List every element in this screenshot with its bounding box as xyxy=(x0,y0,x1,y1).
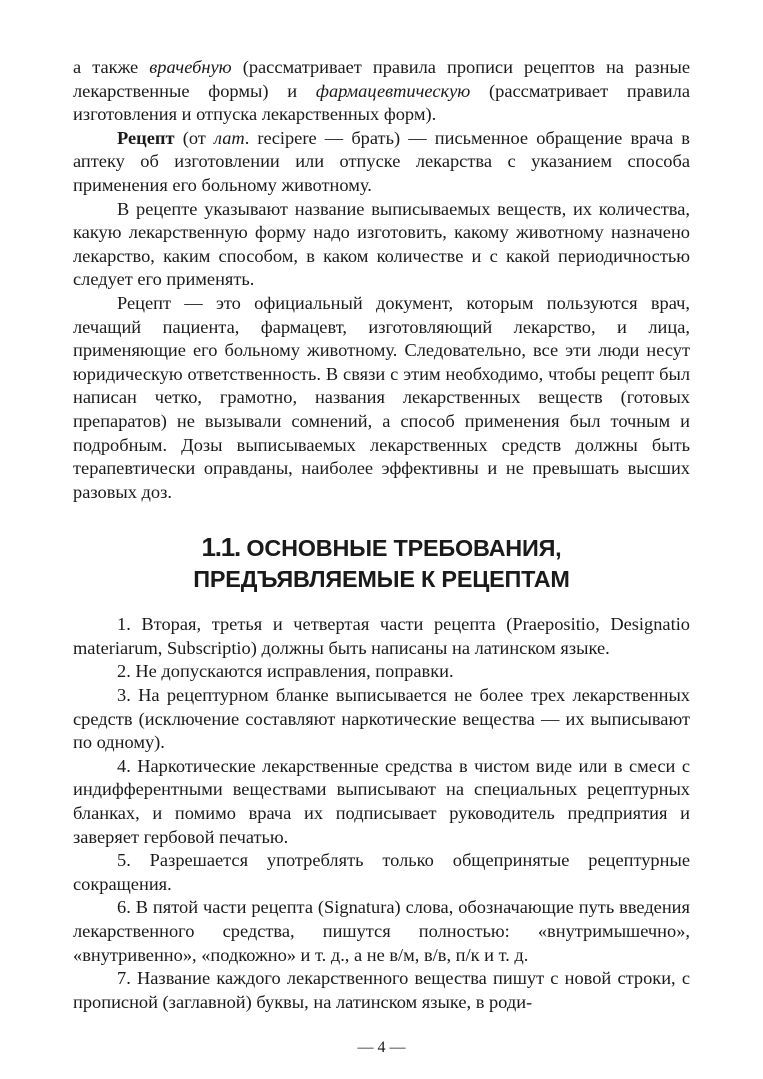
text-run: а также xyxy=(73,57,150,77)
requirement-item-1: 1. Вторая, третья и четвертая части рецепта (Praepositio, Designatio materiarum, Subscriptio) должны быть написаны на латинском языке. xyxy=(73,614,690,658)
paragraph-recipe-document: Рецепт — это официальный документ, которым пользуются врач, лечащий пациента, фармацевт, изготовляющий лекарство, и лица, применяющие его больному животному. Следовательно, все эти люди несут юридическую ответственность. В связи с этим необходимо, чтобы рецепт был написан четко, грамотно, названия лекарственных веществ (готовых препаратов) не вызывали сомнений, а способ применения был точным и подробным. Дозы выписываемых лекарственных средств должны быть терапевтически оправданы, наиболее эффективны и не превышать высших разовых доз. xyxy=(73,292,690,502)
requirement-item-6: 6. В пятой части рецепта (Signatura) слова, обозначающие путь введения лекарственного средства, пишутся полностью: «внутримышечно», «внутривенно», «подкожно» и т. д., а не в/м, в/в, п/к и т. д. xyxy=(73,897,690,965)
italic-abbrev-lat: лат xyxy=(213,127,245,148)
bold-term-recipe: Рецепт xyxy=(117,127,175,148)
text-run: (рассматривает правила прописи рецептов на разные лекарственные формы) и xyxy=(73,57,691,101)
requirement-item-3: 3. На рецептурном бланке выписывается не более трех лекарственных средств (исключение составляют наркотические вещества — их выписывают по одному). xyxy=(73,685,690,753)
text-run: . recipere — брать) — письменное обращение врача в аптеку об изготовлении или отпуске лекарства с указанием способа применения его больному животному. xyxy=(73,127,690,195)
requirement-item-2: 2. Не допускаются исправления, поправки. xyxy=(117,661,454,682)
requirement-item-4: 4. Наркотические лекарственные средства в чистом виде или в смеси с индифферентными веществами выписывают на специальных рецептурных бланках, и помимо врача их подписывает руководитель предприятия и заверяет гербовой печатью. xyxy=(73,755,690,847)
requirement-item-7: 7. Название каждого лекарственного вещества пишут с новой строки, с прописной (заглавной) буквы, на латинском языке, в роди- xyxy=(73,968,690,1012)
section-number: 1.1. xyxy=(201,532,241,563)
section-title-part-2: ПРЕДЪЯВЛЯЕМЫЕ К РЕЦЕПТАМ xyxy=(193,566,570,593)
section-title-part-1: ОСНОВНЫЕ ТРЕБОВАНИЯ, xyxy=(246,535,562,562)
document-page xyxy=(73,56,690,1066)
italic-term-vrachebnaya: врачебную xyxy=(149,57,232,77)
text-run: (рассматривает правила изготовления и отпуска лекарственных форм). xyxy=(73,80,690,125)
requirement-item-5: 5. Разрешается употреблять только общепринятые рецептурные сокращения. xyxy=(73,850,690,894)
paragraph-intro xyxy=(73,56,690,127)
text-run: (от xyxy=(174,127,214,148)
page-number: — 4 — xyxy=(357,1039,406,1056)
heading-line-1 xyxy=(73,532,690,564)
section-heading xyxy=(73,532,690,595)
paragraph-recipe-contents: В рецепте указывают название выписываемых веществ, их количества, какую лекарственную форму надо изготовить, какому животному назначено лекарство, каким способом, в каком количестве и с какой периодичностью следует его применять. xyxy=(73,198,690,290)
paragraph-recipe-definition xyxy=(73,127,690,198)
italic-term-farmacevticheskaya: фармацевтическую xyxy=(315,80,471,101)
